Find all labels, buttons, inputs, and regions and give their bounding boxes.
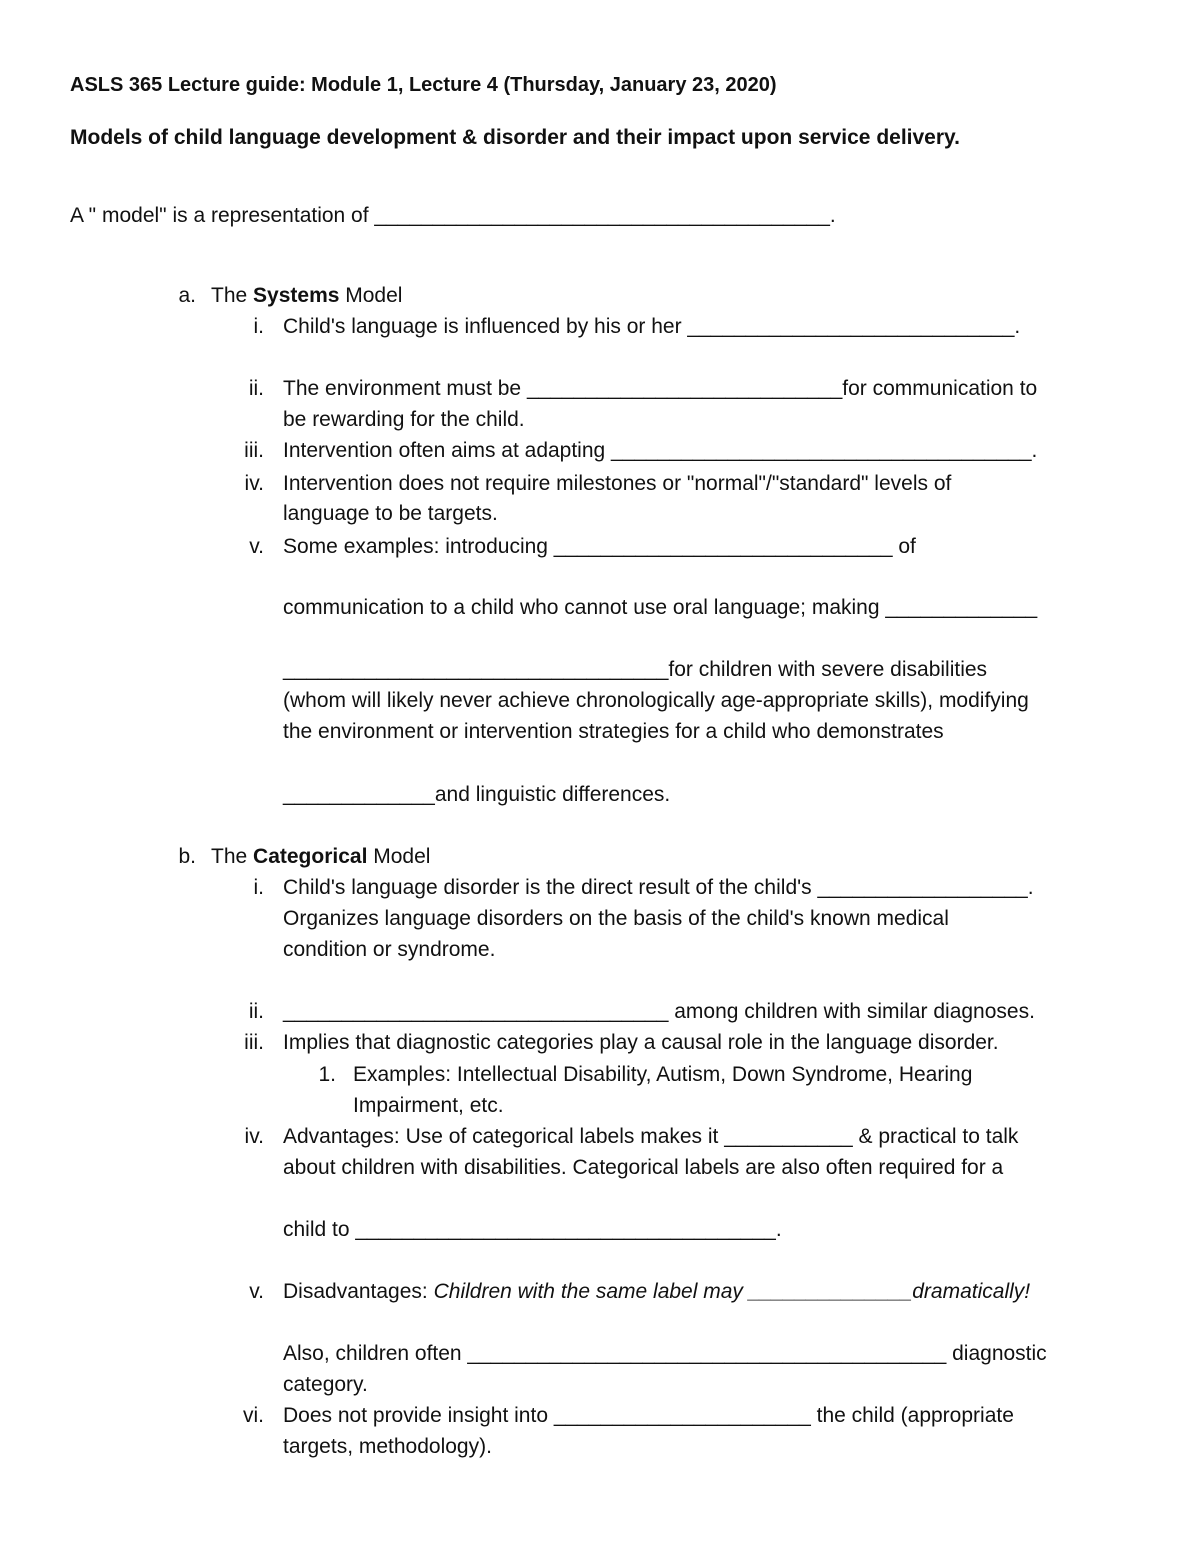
b-i-line-3: condition or syndrome. — [283, 938, 496, 961]
a-v-line-1: Some examples: introducing _____________________________ of — [283, 535, 916, 558]
a-i-line-1: Child's language is influenced by his or her ____________________________. — [283, 315, 1021, 338]
b-i-marker: i. — [253, 876, 264, 899]
b-iii-1-marker: 1. — [318, 1063, 336, 1086]
b-vi-line-1: Does not provide insight into ______________________ the child (appropriate — [283, 1404, 1014, 1427]
b-iii-marker: iii. — [244, 1031, 264, 1054]
section-a-marker: a. — [178, 284, 196, 307]
b-i-line-2: Organizes language disorders on the basis of the child's known medical — [283, 907, 949, 930]
b-v-marker: v. — [249, 1280, 264, 1303]
lecture-header: ASLS 365 Lecture guide: Module 1, Lecture 4 (Thursday, January 23, 2020) — [70, 74, 777, 96]
b-iv-line-1: Advantages: Use of categorical labels makes it ___________ & practical to talk — [283, 1125, 1019, 1148]
a-v-line-4: (whom will likely never achieve chronologically age-appropriate skills), modifying — [283, 689, 1029, 712]
b-iii-1-line-2: Impairment, etc. — [353, 1094, 504, 1117]
b-ii-line-1: _________________________________ among children with similar diagnoses. — [283, 1000, 1035, 1023]
a-v-line-3: _________________________________for children with severe disabilities — [283, 658, 988, 681]
b-v-italic: Children with the same label may ______________dramatically! — [433, 1280, 1031, 1303]
a-i-marker: i. — [253, 315, 264, 338]
b-i-line-1: Child's language disorder is the direct result of the child's __________________. — [283, 876, 1034, 899]
b-v-also-line-1: Also, children often _________________________________________ diagnostic — [283, 1342, 1047, 1365]
a-v-line-5: the environment or intervention strategies for a child who demonstrates — [283, 720, 944, 743]
a-iii-marker: iii. — [244, 439, 264, 462]
b-ii-marker: ii. — [248, 1000, 264, 1023]
section-b-label-pre: The — [211, 845, 254, 868]
b-v-line-1 — [283, 1279, 1030, 1305]
b-v-also-line-2: category. — [283, 1373, 368, 1396]
a-v-marker: v. — [249, 535, 264, 558]
a-iv-marker: iv. — [244, 472, 264, 495]
b-iii-1-line-1: Examples: Intellectual Disability, Autism, Down Syndrome, Hearing — [353, 1063, 973, 1086]
b-iii-line-1: Implies that diagnostic categories play a causal role in the language disorder. — [283, 1031, 999, 1054]
b-vi-marker: vi. — [243, 1404, 264, 1427]
a-ii-marker: ii. — [248, 377, 264, 400]
model-definition: A " model" is a representation of _______________________________________. — [70, 204, 836, 227]
section-b-label-post: Model — [367, 845, 431, 868]
a-iv-line-1: Intervention does not require milestones or "normal"/"standard" levels of — [283, 472, 952, 495]
section-a-label-bold: Systems — [253, 284, 340, 307]
a-ii-line-1: The environment must be ___________________________for communication to — [283, 377, 1038, 400]
a-iii-line-1: Intervention often aims at adapting ____________________________________. — [283, 439, 1038, 462]
section-b-label-bold: Categorical — [253, 845, 368, 868]
a-v-line-6: _____________and linguistic differences. — [283, 783, 671, 806]
b-iv-marker: iv. — [244, 1125, 264, 1148]
a-iv-line-2: language to be targets. — [283, 502, 498, 525]
b-iv-line-3: child to ____________________________________. — [283, 1218, 782, 1241]
section-a-label-post: Model — [339, 284, 403, 307]
a-ii-line-2: be rewarding for the child. — [283, 408, 525, 431]
section-b-marker: b. — [178, 845, 196, 868]
b-v-prefix: Disadvantages: — [283, 1280, 434, 1303]
section-a-heading — [211, 283, 402, 309]
b-vi-line-2: targets, methodology). — [283, 1435, 492, 1458]
a-v-line-2: communication to a child who cannot use oral language; making _____________ — [283, 596, 1038, 619]
section-a-label-pre: The — [211, 284, 254, 307]
section-b-heading — [211, 844, 430, 870]
b-iv-line-2: about children with disabilities. Categorical labels are also often required for a — [283, 1156, 1004, 1179]
page-title: Models of child language development & disorder and their impact upon service delivery. — [70, 126, 960, 149]
